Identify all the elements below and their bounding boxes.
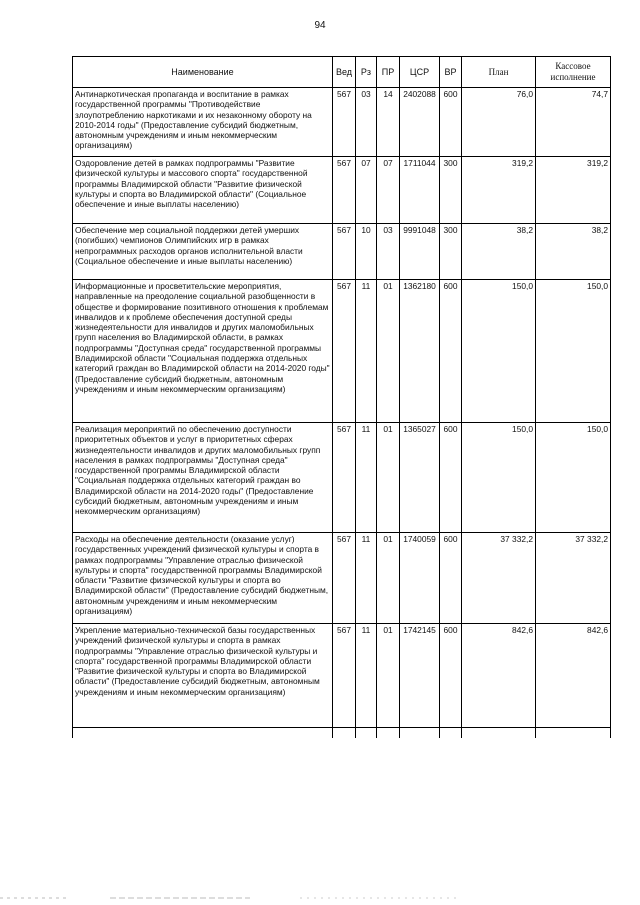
cell-csr: 2402088 — [400, 88, 440, 157]
cell-rz: 11 — [356, 423, 377, 533]
header-rz: Рз — [356, 57, 377, 88]
cell-vr: 300 — [440, 224, 462, 280]
cell-pr: 01 — [377, 423, 400, 533]
cell-plan: 150,0 — [462, 280, 536, 423]
cell-vr: 600 — [440, 88, 462, 157]
cell-pr: 01 — [377, 624, 400, 728]
cell-ved: 567 — [333, 533, 356, 624]
table-row — [73, 224, 611, 280]
cell-kassa: 150,0 — [536, 280, 611, 423]
table-row — [73, 624, 611, 728]
header-name: Наименование — [73, 57, 333, 88]
cell-pr: 07 — [377, 157, 400, 224]
page-number: 94 — [314, 20, 326, 31]
cell-pr: 01 — [377, 280, 400, 423]
header-vr: ВР — [440, 57, 462, 88]
cell-ved: 567 — [333, 224, 356, 280]
cell-ved: 567 — [333, 157, 356, 224]
table-row — [73, 280, 611, 423]
cell-empty — [400, 728, 440, 739]
cell-csr: 1742145 — [400, 624, 440, 728]
cell-rz: 11 — [356, 624, 377, 728]
cell-rz: 03 — [356, 88, 377, 157]
cell-name: Антинаркотическая пропаганда и воспитание в рамках государственной программы "Противодействие злоупотреблению наркотиками и их незаконному обороту на 2010-2014 годы" (Предоставление субсидий бюджетным, автономным учреждениям и иным некоммерческим организациям) — [73, 88, 333, 157]
cell-empty — [333, 728, 356, 739]
cell-rz: 11 — [356, 280, 377, 423]
cell-pr: 03 — [377, 224, 400, 280]
cell-kassa: 842,6 — [536, 624, 611, 728]
cell-pr: 01 — [377, 533, 400, 624]
cell-rz: 10 — [356, 224, 377, 280]
cell-vr: 600 — [440, 423, 462, 533]
cell-empty — [377, 728, 400, 739]
cell-plan: 37 332,2 — [462, 533, 536, 624]
cell-kassa: 38,2 — [536, 224, 611, 280]
cell-csr: 1365027 — [400, 423, 440, 533]
cell-ved: 567 — [333, 280, 356, 423]
table-continuation-row — [73, 728, 611, 739]
table-header-row — [73, 57, 611, 88]
cell-empty — [462, 728, 536, 739]
cell-name: Укрепление материально-технической базы государственных учреждений физической культуры и спорта в рамках подпрограммы "Управление отраслью физической культуры и спорта" государственной программы Владимирской области "Развитие физической культуры и спорта во Владимирской области" (Предоставление субсидий бюджетным, автономным учреждениям и иным некоммерческим организациям) — [73, 624, 333, 728]
table-row — [73, 423, 611, 533]
cell-plan: 842,6 — [462, 624, 536, 728]
cell-plan: 150,0 — [462, 423, 536, 533]
cell-rz: 07 — [356, 157, 377, 224]
cell-name: Информационные и просветительские мероприятия, направленные на преодоление социальной разобщенности в обществе и формирование позитивного отношения к проблемам инвалидов и к проблеме обеспечения доступной среды жизнедеятельности для инвалидов и других маломобильных групп населения во Владимирской области, в рамках подпрограммы "Доступная среда" государственной программы Владимирской области "Социальная поддержка отдельных категорий граждан во Владимирской области на 2014-2020 годы" (Предоставление субсидий бюджетным, автономным учреждениям и иным некоммерческим организациям) — [73, 280, 333, 423]
cell-csr: 1740059 — [400, 533, 440, 624]
cell-name: Оздоровление детей в рамках подпрограммы "Развитие физической культуры и массового спорта" государственной программы Владимирской области "Развитие физической культуры и спорта во Владимирской области" (Социальное обеспечение и иные выплаты населению) — [73, 157, 333, 224]
header-plan: План — [462, 57, 536, 88]
cell-vr: 600 — [440, 533, 462, 624]
cell-plan: 76,0 — [462, 88, 536, 157]
cell-kassa: 74,7 — [536, 88, 611, 157]
cell-pr: 14 — [377, 88, 400, 157]
cell-name: Расходы на обеспечение деятельности (оказание услуг) государственных учреждений физической культуры и спорта в рамках подпрограммы "Управление отраслью физической культуры и спорта" государственной программы Владимирской области "Развитие физической культуры и спорта во Владимирской области" (Предоставление субсидий бюджетным, автономным учреждениям и иным некоммерческим организациям) — [73, 533, 333, 624]
header-csr: ЦСР — [400, 57, 440, 88]
cell-csr: 1362180 — [400, 280, 440, 423]
cell-name: Обеспечение мер социальной поддержки детей умерших (погибших) чемпионов Олимпийских игр в рамках непрограммных расходов органов исполнительной власти (Социальное обеспечение и иные выплаты населению) — [73, 224, 333, 280]
cell-kassa: 150,0 — [536, 423, 611, 533]
cell-csr: 9991048 — [400, 224, 440, 280]
header-kassa: Кассовое исполнение — [536, 57, 611, 88]
header-ved: Вед — [333, 57, 356, 88]
cell-empty — [73, 728, 333, 739]
cell-kassa: 37 332,2 — [536, 533, 611, 624]
table-row — [73, 88, 611, 157]
cell-empty — [440, 728, 462, 739]
cell-csr: 1711044 — [400, 157, 440, 224]
scan-artifact-marks — [0, 896, 640, 900]
cell-plan: 319,2 — [462, 157, 536, 224]
table-row — [73, 157, 611, 224]
cell-ved: 567 — [333, 624, 356, 728]
cell-plan: 38,2 — [462, 224, 536, 280]
cell-kassa: 319,2 — [536, 157, 611, 224]
cell-empty — [536, 728, 611, 739]
cell-vr: 600 — [440, 280, 462, 423]
cell-ved: 567 — [333, 423, 356, 533]
table-row — [73, 533, 611, 624]
cell-rz: 11 — [356, 533, 377, 624]
cell-vr: 600 — [440, 624, 462, 728]
cell-vr: 300 — [440, 157, 462, 224]
cell-ved: 567 — [333, 88, 356, 157]
budget-table — [72, 56, 611, 738]
cell-empty — [356, 728, 377, 739]
header-pr: ПР — [377, 57, 400, 88]
cell-name: Реализация мероприятий по обеспечению доступности приоритетных объектов и услуг в приоритетных сферах жизнедеятельности инвалидов и других маломобильных групп населения в рамках подпрограммы "Доступная среда" государственной программы Владимирской области "Социальная поддержка отдельных категорий граждан во Владимирской области на 2014-2020 годы" (Предоставление субсидий бюджетным, автономным учреждениям и иным некоммерческим организациям) — [73, 423, 333, 533]
